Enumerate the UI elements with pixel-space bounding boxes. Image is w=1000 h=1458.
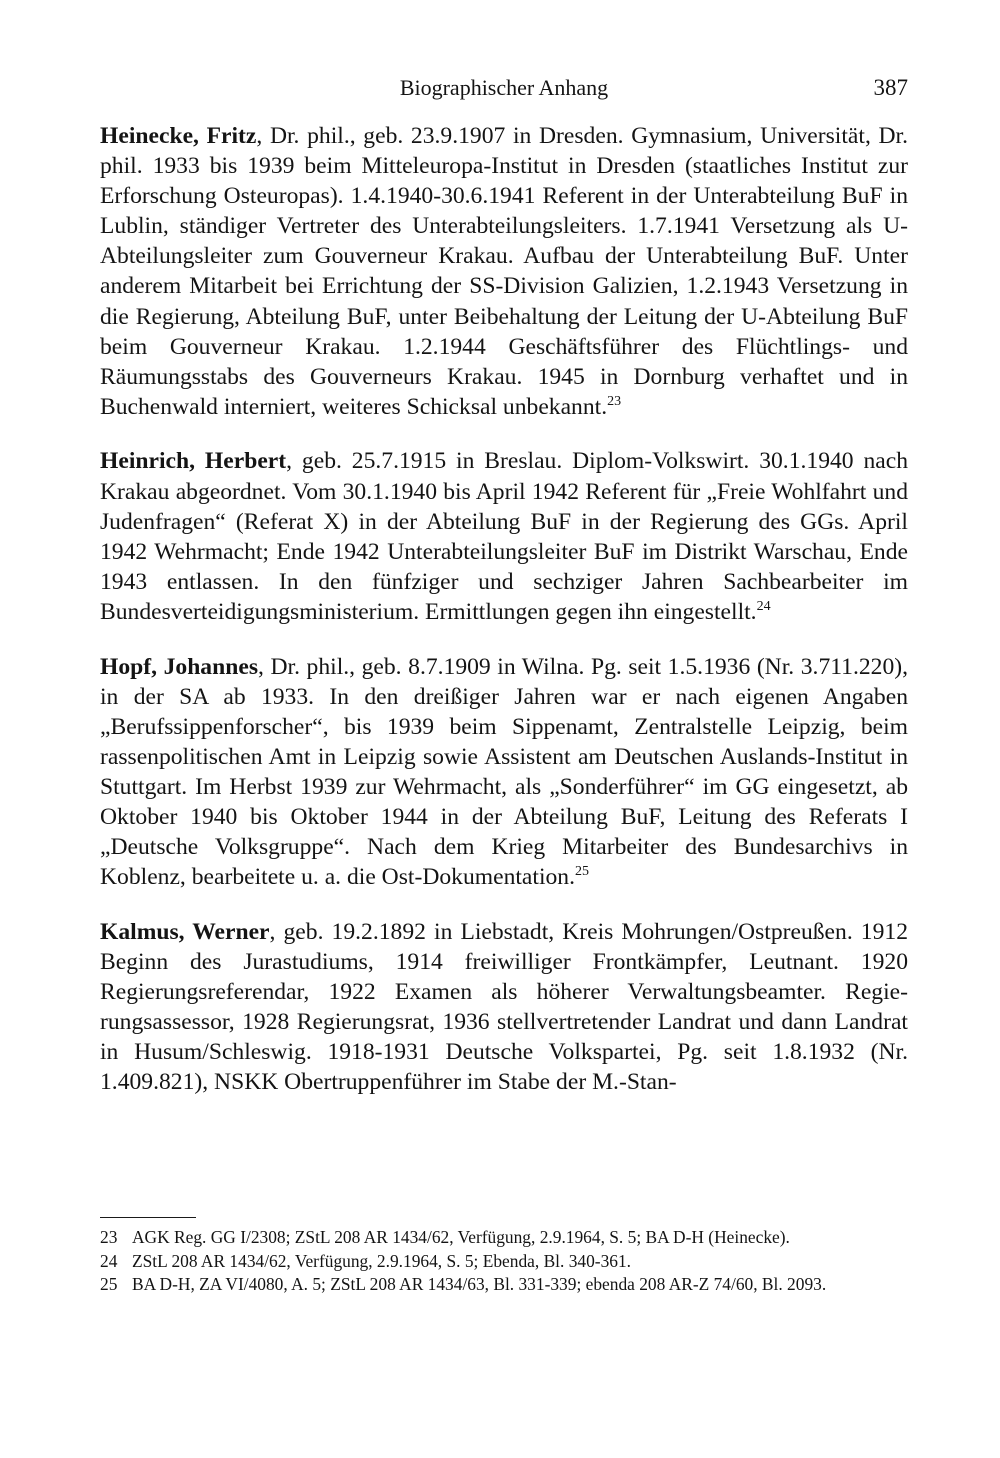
entry-text: , Dr. phil., geb. 8.7.1909 in Wilna. Pg. seit 1.5.1936 (Nr. 3.711.220), in der SA ab 1933. In den dreißiger Jahren war er nach eigenen Angaben „Berufssippenforscher“, bis 1939 beim Sippenamt, Zentralstelle Leipzig, beim rassenpolitischen Amt in Leipzig sowie Assistent am Deutschen Auslands-Institut in Stuttgart. Im Herbst 1939 zur Wehrmacht, als „Sonderführer“ im GG eingesetzt, ab Oktober 1940 bis Oktober 1944 in der Abteilung BuF, Leitung des Referats I „Deutsche Volksgruppe“. Nach dem Krieg Mitarbeiter des Bundesarchivs in Koblenz, bearbeitete u. a. die Ost-Dokumentation. [100, 653, 908, 891]
biography-entry [100, 652, 908, 893]
footnote-number: 23 [100, 1227, 118, 1247]
footnote-reference: 25 [575, 864, 589, 880]
entry-name: Heinecke, Fritz [100, 123, 257, 149]
footnote-reference: 24 [756, 598, 771, 614]
footnote-divider [100, 1217, 196, 1218]
footnote-number: 25 [100, 1274, 118, 1294]
entry-name: Heinrich, Herbert [100, 448, 287, 475]
footnote-text: AGK Reg. GG I/2308; ZStL 208 AR 1434/62, Verfügung, 2.9.1964, S. 5; BA D-H (Heinecke). [132, 1227, 790, 1247]
footnote [100, 1250, 908, 1274]
entry-text: , geb. 25.7.1915 in Breslau. Diplom-Volkswirt. 30.1.1940 nach Krakau abgeordnet. Vom 30.1.1940 bis April 1942 Referent für „Freie Wohlfahrt und Judenfragen“ (Referat X) in der Abteilung BuF in der Regierung des GGs. April 1942 Wehrmacht; Ende 1942 Unterabteilungsleiter BuF im Distrikt Warschau, Ende 1943 entlassen. In den fünfziger und sechziger Jahren Sachbearbeiter im Bundesverteidigungsministerium. Ermittlungen gegen ihn eingestellt. [100, 448, 909, 625]
entry-name: Hopf, Johannes [100, 653, 259, 680]
footnote [100, 1273, 908, 1297]
page-number: 387 [873, 75, 908, 100]
footnote [100, 1226, 908, 1250]
footnote-text: ZStL 208 AR 1434/62, Verfügung, 2.9.1964, S. 5; Ebenda, Bl. 340-361. [132, 1250, 632, 1271]
running-header [100, 72, 908, 104]
footnote-reference: 23 [607, 393, 622, 409]
entry-text: , Dr. phil., geb. 23.9.1907 in Dresden. Gymnasium, Universität, Dr. phil. 1933 bis 1939 beim Mitteleuropa-Institut in Dresden (staatliches Institut zur Erforschung Osteuropas). 1.4.1940-30.6.1941 Referent in der Unterabteilung BuF in Lublin, ständiger Vertreter des Unterabteilungsleiters. 1.7.1941 Versetzung als U-Abteilungsleiter zum Gouverneur Krakau. Aufbau der Unterabteilung BuF. Unter anderem Mitarbeit bei Errichtung der SS-Division Galizien, 1.2.1943 Versetzung in die Regierung, Abteilung BuF, unter Beibehaltung der Leitung der U-Abteilung BuF beim Gouverneur Krakau. 1.2.1944 Geschäftsführer des Flüchtlings- und Räumungsstabs des Gouverneurs Krakau. 1945 in Dornburg verhaftet und in Buchenwald interniert, weiteres Schicksal unbekannt. [100, 123, 908, 420]
running-title: Biographischer Anhang [399, 75, 609, 100]
footnote-number: 24 [100, 1250, 118, 1271]
footnotes [100, 1226, 908, 1297]
entry-text: , geb. 19.2.1892 in Liebstadt, Kreis Mohrungen/Ostpreußen. 1912 Beginn des Jurastudiums, 1914 freiwilliger Frontkämpfer, Leutnant. 1920 Regierungsreferendar, 1922 Examen als höherer Verwaltungsbeamter. Regierungsassessor, 1928 Regierungsrat, 1936 stellvertretender Landrat und dann Landrat in Husum/Schleswig. 1918-1931 Deutsche Volkspartei, Pg. seit 1.8.1932 (Nr. 1.409.821), NSKK Obertruppenführer im Stabe der M.-Stan- [100, 918, 908, 1096]
biography-entries [100, 121, 908, 1122]
biography-entry [100, 917, 908, 1098]
footnote-text: BA D-H, ZA VI/4080, A. 5; ZStL 208 AR 1434/63, Bl. 331-339; ebenda 208 AR-Z 74/60, Bl. 2093. [132, 1274, 827, 1294]
entry-name: Kalmus, Werner [100, 918, 270, 945]
biography-entry [100, 121, 908, 422]
biography-entry [100, 446, 908, 627]
